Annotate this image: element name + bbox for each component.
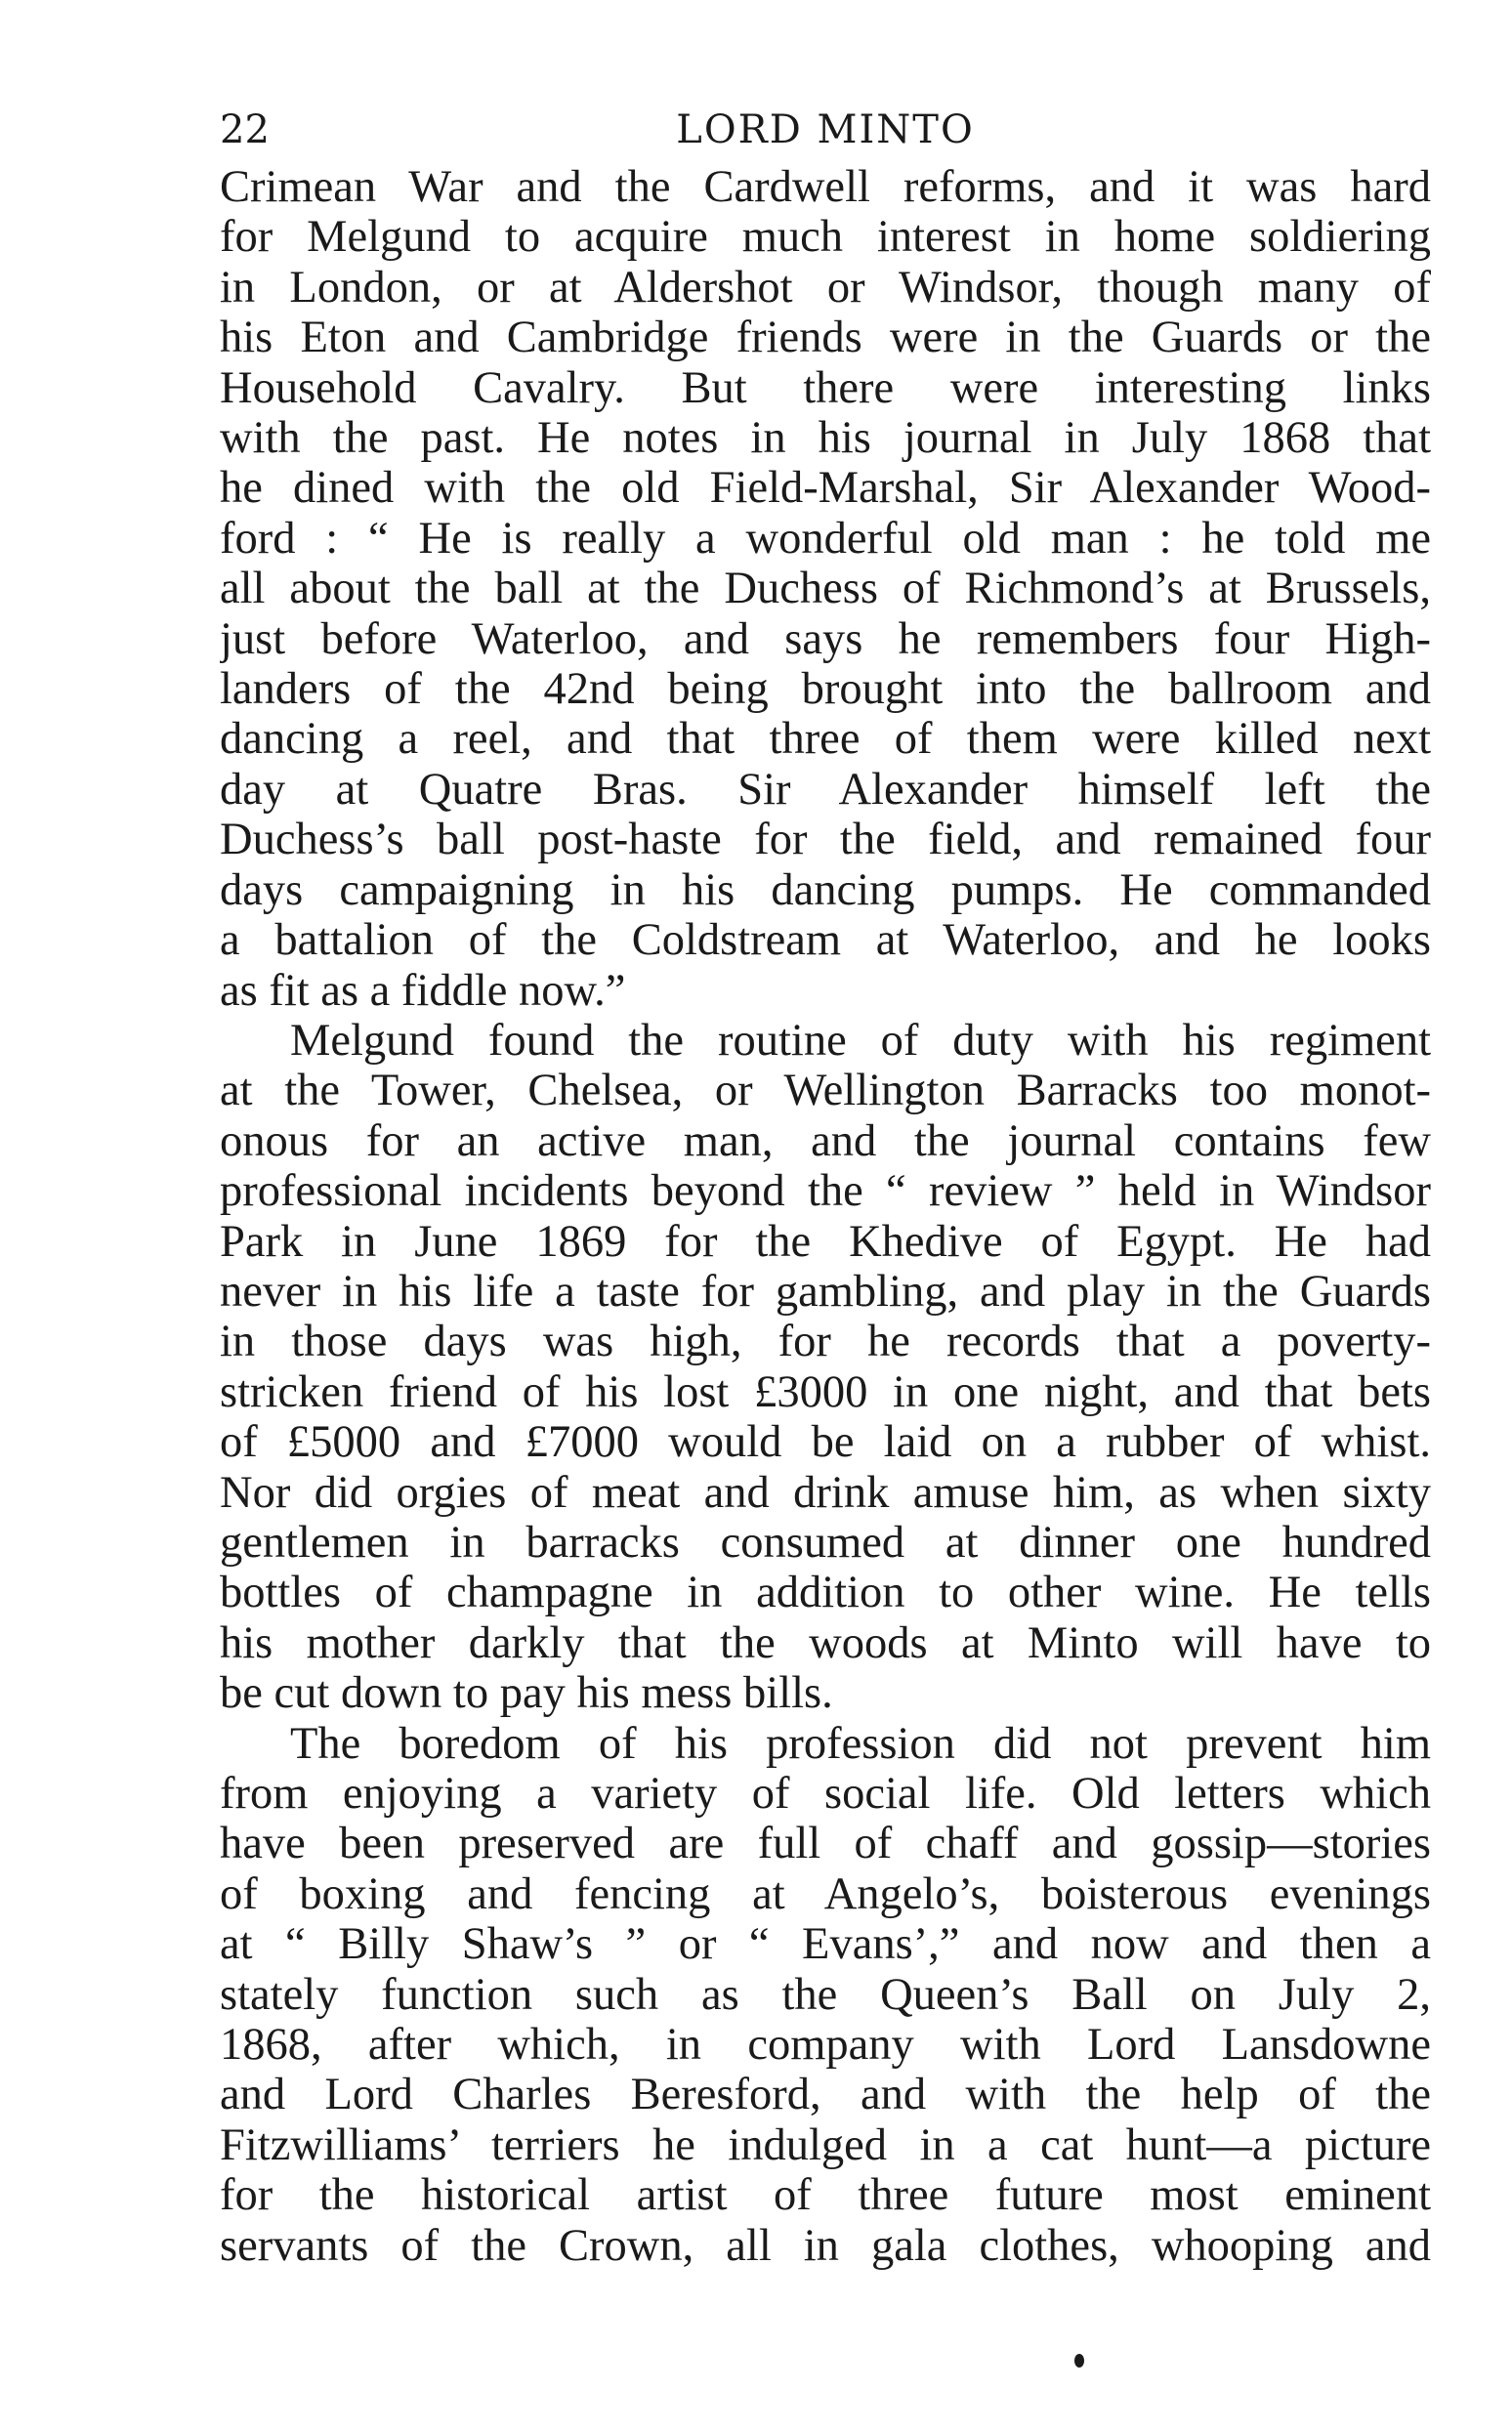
text-line: with the past. He notes in his journal in July 1868 that (220, 413, 1431, 464)
text-line: bottles of champagne in addition to other wine. He tells (220, 1568, 1431, 1618)
text-line: just before Waterloo, and says he remembers four High- (220, 613, 1431, 664)
text-line: never in his life a taste for gambling, and play in the Guards (220, 1266, 1431, 1317)
text-line: Crimean War and the Cardwell reforms, and it was hard (220, 162, 1431, 212)
text-line: dancing a reel, and that three of them were killed next (220, 714, 1431, 765)
text-line: his mother darkly that the woods at Minto will have to (220, 1617, 1431, 1668)
paragraph-3 (220, 1719, 1431, 2271)
text-line: in London, or at Aldershot or Windsor, though many of (220, 262, 1431, 313)
text-line: Nor did orgies of meat and drink amuse him, as when sixty (220, 1467, 1431, 1518)
text-line: at “ Billy Shaw’s ” or “ Evans’,” and now and then a (220, 1919, 1431, 1970)
text-line: ford : “ He is really a wonderful old man : he told me (220, 513, 1431, 564)
text-line: stately function such as the Queen’s Ball on July 2, (220, 1969, 1431, 2020)
text-line: have been preserved are full of chaff and gossip—stories (220, 1819, 1431, 1869)
text-line: for Melgund to acquire much interest in home soldiering (220, 212, 1431, 263)
text-line: from enjoying a variety of social life. Old letters which (220, 1769, 1431, 1819)
text-line: Duchess’s ball post-haste for the field, and remained four (220, 815, 1431, 865)
text-line: in those days was high, for he records that a poverty- (220, 1317, 1431, 1367)
text-line: Melgund found the routine of duty with his regiment (290, 1015, 1431, 1066)
page-number: 22 (220, 107, 270, 152)
text-line: servants of the Crown, all in gala clothes, whooping and (220, 2220, 1431, 2271)
ink-dot (1074, 2354, 1084, 2368)
text-line: for the historical artist of three future most eminent (220, 2170, 1431, 2221)
text-line: professional incidents beyond the “ review ” held in Windsor (220, 1166, 1431, 1217)
running-title: LORD MINTO (676, 107, 975, 152)
text-line: be cut down to pay his mess bills. (220, 1668, 833, 1719)
text-line: and Lord Charles Beresford, and with the help of the (220, 2070, 1431, 2120)
book-page (220, 98, 1431, 2271)
text-line: Park in June 1869 for the Khedive of Egypt. He had (220, 1216, 1431, 1267)
running-head (220, 98, 1431, 162)
text-line: gentlemen in barracks consumed at dinner one hundred (220, 1517, 1431, 1568)
paragraph-2 (220, 1016, 1431, 1719)
text-line: The boredom of his profession did not prevent him (290, 1718, 1431, 1769)
text-line: as fit as a fiddle now.” (220, 965, 626, 1016)
text-line: stricken friend of his lost £3000 in one night, and that bets (220, 1366, 1431, 1417)
text-line: of £5000 and £7000 would be laid on a rubber of whist. (220, 1417, 1431, 1468)
text-line: day at Quatre Bras. Sir Alexander himself left the (220, 764, 1431, 815)
text-line: of boxing and fencing at Angelo’s, boisterous evenings (220, 1868, 1431, 1919)
text-line: Household Cavalry. But there were interesting links (220, 362, 1431, 413)
text-line: his Eton and Cambridge friends were in the Guards or the (220, 313, 1431, 363)
paragraph-1 (220, 162, 1431, 1016)
text-line: days campaigning in his dancing pumps. He commanded (220, 864, 1431, 915)
text-line: a battalion of the Coldstream at Waterloo, and he looks (220, 915, 1431, 966)
text-line: onous for an active man, and the journal contains few (220, 1115, 1431, 1166)
text-line: all about the ball at the Duchess of Richmond’s at Brussels, (220, 564, 1431, 614)
text-line: at the Tower, Chelsea, or Wellington Barracks too monot- (220, 1066, 1431, 1116)
text-line: landers of the 42nd being brought into the ballroom and (220, 664, 1431, 715)
text-line: 1868, after which, in company with Lord Lansdowne (220, 2020, 1431, 2071)
text-line: he dined with the old Field-Marshal, Sir Alexander Wood- (220, 463, 1431, 514)
body-text (220, 162, 1431, 2271)
text-line: Fitzwilliams’ terriers he indulged in a cat hunt—a picture (220, 2119, 1431, 2170)
